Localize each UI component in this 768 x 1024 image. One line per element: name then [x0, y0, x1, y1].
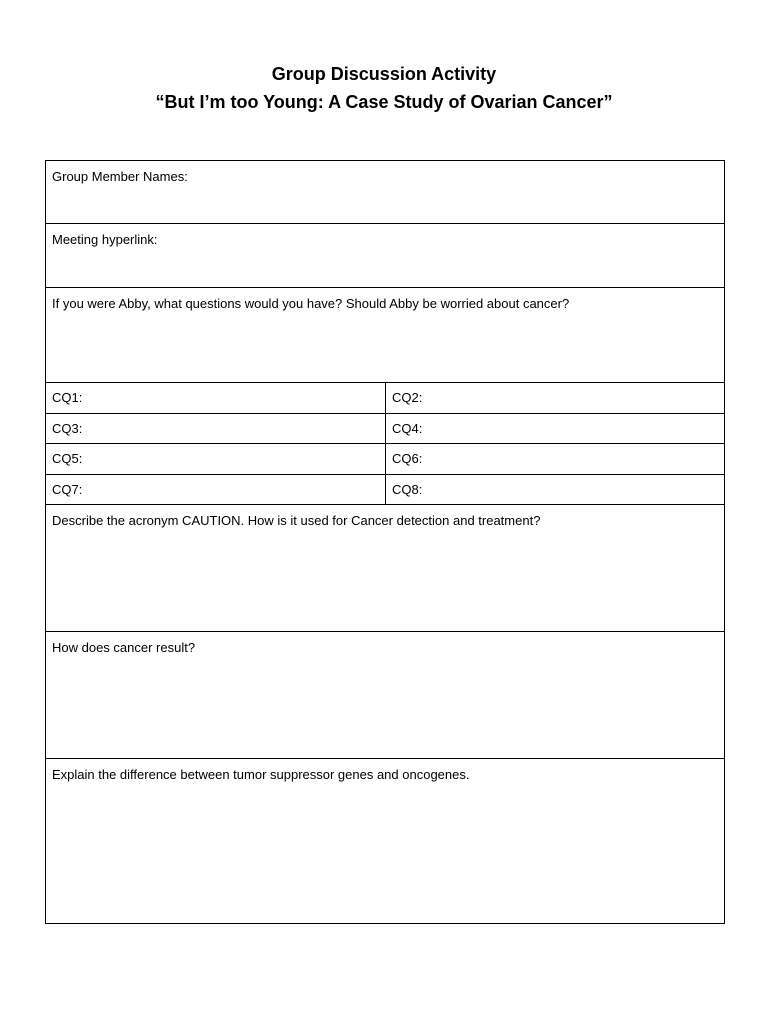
- meeting-link-field[interactable]: [46, 224, 725, 288]
- worksheet-row: [46, 505, 725, 632]
- document-header: [0, 60, 768, 116]
- caution-question-label: Describe the acronym CAUTION. How is it used for Cancer detection and treatment?: [52, 513, 541, 528]
- cq2-field[interactable]: [386, 383, 725, 414]
- cq7-label: CQ7:: [52, 482, 83, 497]
- worksheet-row: [46, 224, 725, 288]
- worksheet-table: [45, 160, 725, 924]
- cq4-label: CQ4:: [392, 421, 423, 436]
- cq8-label: CQ8:: [392, 482, 423, 497]
- worksheet-row: [46, 414, 725, 444]
- abby-question-field[interactable]: [46, 288, 725, 383]
- worksheet-row: [46, 288, 725, 383]
- cq1-field[interactable]: [46, 383, 386, 414]
- cq5-field[interactable]: [46, 444, 386, 475]
- worksheet-row: [46, 475, 725, 505]
- worksheet-row: [46, 759, 725, 924]
- cancer-result-label: How does cancer result?: [52, 640, 196, 655]
- group-members-field[interactable]: [46, 161, 725, 224]
- cq2-label: CQ2:: [392, 390, 423, 405]
- worksheet-row: [46, 444, 725, 475]
- genes-question-field[interactable]: [46, 759, 725, 924]
- cq7-field[interactable]: [46, 475, 386, 505]
- worksheet-row: [46, 383, 725, 414]
- cq8-field[interactable]: [386, 475, 725, 505]
- worksheet-row: [46, 632, 725, 759]
- cq4-field[interactable]: [386, 414, 725, 444]
- abby-question-label: If you were Abby, what questions would you have? Should Abby be worried about cancer?: [52, 296, 570, 311]
- cq3-field[interactable]: [46, 414, 386, 444]
- caution-question-field[interactable]: [46, 505, 725, 632]
- document-title: Group Discussion Activity: [271, 64, 497, 84]
- cq6-field[interactable]: [386, 444, 725, 475]
- cq3-label: CQ3:: [52, 421, 83, 436]
- group-members-label: Group Member Names:: [52, 169, 188, 184]
- cq1-label: CQ1:: [52, 390, 83, 405]
- meeting-link-label: Meeting hyperlink:: [52, 232, 158, 247]
- cq5-label: CQ5:: [52, 451, 83, 466]
- cq6-label: CQ6:: [392, 451, 423, 466]
- worksheet-row: [46, 161, 725, 224]
- document-subtitle: “But I’m too Young: A Case Study of Ovarian Cancer”: [155, 92, 613, 112]
- cancer-result-field[interactable]: [46, 632, 725, 759]
- genes-question-label: Explain the difference between tumor suppressor genes and oncogenes.: [52, 767, 470, 782]
